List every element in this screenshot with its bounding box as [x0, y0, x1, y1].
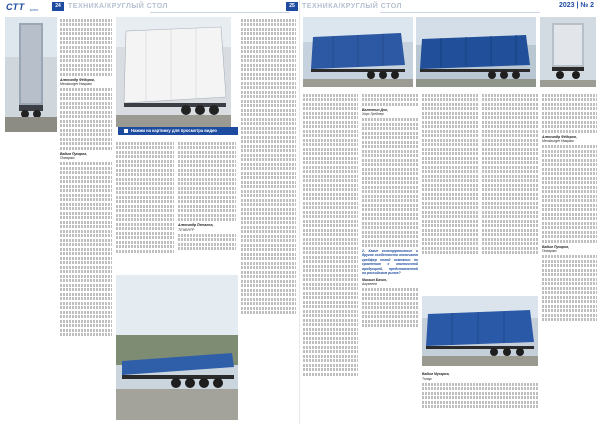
- page-gutter: [299, 0, 300, 424]
- trailer-image: [416, 17, 536, 87]
- author-name: Вадим Пукаров,: [60, 151, 88, 156]
- text-column-3: [178, 140, 236, 270]
- text-column-8: [482, 92, 538, 292]
- author-name: Александр Фёдоров,: [542, 134, 577, 139]
- author-company: Meusburger Нмграм: [60, 82, 92, 86]
- author-company: Агуэлеев: [362, 282, 377, 286]
- text-column-1: [60, 17, 112, 417]
- author-name: Михаил Бачин,: [362, 277, 387, 282]
- text-column-4: [241, 17, 296, 417]
- text-column-5: [303, 92, 358, 417]
- author-company: Meusburger Нмграм: [542, 139, 574, 143]
- header-rule-right: [380, 12, 540, 13]
- author-name: Александр Петалов,: [178, 223, 214, 227]
- page-number-left: 24: [52, 2, 64, 11]
- page-header: [0, 0, 600, 14]
- trailer-image: [5, 17, 57, 132]
- trailer-photo-vertical[interactable]: [5, 17, 57, 132]
- trailer-rear-photo[interactable]: [540, 17, 596, 87]
- author-name: Вадим Мухаров,: [422, 372, 450, 376]
- trailer-image: [303, 17, 413, 87]
- play-icon: [124, 129, 128, 133]
- author-name: Александр Фёдоров,: [60, 77, 95, 82]
- interview-question: 2. Какие конструктивные и другие особенности отличают грейфер новой компании по сравнению с аналогичной продукцией, представленной на российском рынке?: [362, 248, 418, 275]
- author-company: Полярэкс: [542, 249, 557, 253]
- tipper-trailer-photo[interactable]: [303, 17, 413, 87]
- trailer-image: [116, 275, 238, 420]
- issue-number: 2023 | № 2: [558, 2, 594, 9]
- trailer-image: [422, 296, 538, 366]
- trailer-image: [116, 17, 231, 127]
- trailer-image: [540, 17, 596, 87]
- author-name: Валентин Дно,: [362, 107, 388, 112]
- author-company: Хорс Грейнер: [362, 112, 384, 116]
- header-rule-left: [150, 12, 290, 13]
- section-title-left: ТЕХНИКА/КРУГЛЫЙ СТОЛ: [68, 3, 168, 10]
- author-company: ТЛ КЕНТР: [178, 227, 195, 232]
- text-column-2: [116, 140, 174, 270]
- author-company: Полярэкс: [60, 156, 75, 160]
- grain-trailer-photo[interactable]: [416, 17, 536, 87]
- page-number-right: 25: [286, 2, 298, 11]
- section-title-right: ТЕХНИКА/КРУГЛЫЙ СТОЛ: [302, 3, 402, 10]
- magazine-logo: СТТ: [6, 2, 25, 12]
- magazine-logo-sub: EXPO: [30, 8, 39, 12]
- blue-tipper-photo[interactable]: [422, 296, 538, 366]
- text-column-7: [422, 92, 478, 292]
- text-column-10: [422, 370, 538, 420]
- text-column-9: [542, 92, 597, 417]
- author-company: Тонар: [422, 376, 432, 381]
- author-name: Вадим Пукаров,: [542, 244, 570, 249]
- caption-text: Нажми на картинку для просмотра видео: [131, 128, 217, 133]
- text-column-6: [362, 92, 418, 417]
- refrigerated-trailer-photo[interactable]: [116, 17, 231, 127]
- video-caption[interactable]: [118, 127, 238, 135]
- lowbed-trailer-photo[interactable]: [116, 275, 238, 420]
